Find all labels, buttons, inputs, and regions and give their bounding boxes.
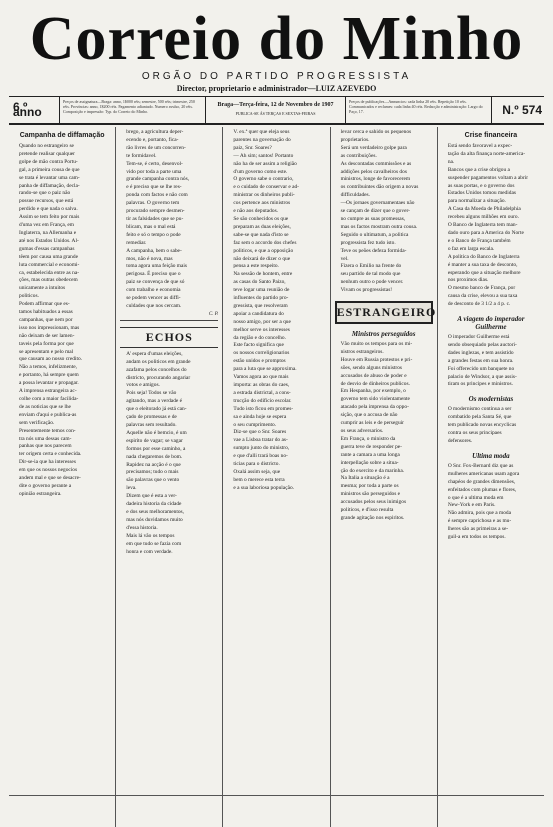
text-line: e a sua laboriosa população.: [233, 484, 295, 491]
text-line: Teve os peões defeza formida-: [340, 247, 407, 254]
text-line: estão unidos e promptos: [233, 358, 286, 365]
text-line: mas os factos mostram outra cousa.: [340, 223, 418, 230]
text-line: Inglaterra, na Allemanha e: [19, 229, 77, 236]
article-body-campaign: [13, 143, 111, 499]
text-line: bem o merece esta terra: [233, 476, 285, 483]
text-line: azafama pelos concelhos do: [126, 366, 187, 373]
text-line: difficuldades.: [340, 192, 370, 199]
text-line: cumprir as leis e de perseguir: [340, 420, 404, 427]
text-line: politicos, e d'isso resulta: [340, 507, 394, 514]
text-line: districto, procurando angariar: [126, 374, 191, 381]
text-line: Na sessão de hontem, entre: [233, 271, 293, 278]
text-line: A Casa da Moeda de Philadelphia: [447, 206, 521, 213]
text-line: andam os politicos em grande: [126, 358, 191, 365]
text-line: melhor serve os interesses: [233, 326, 290, 333]
text-line: A politica do Banco de Inglaterra: [447, 253, 520, 260]
text-line: A' espera d'umas eleições,: [126, 350, 183, 357]
text-line: cos pertence aos ministros: [233, 200, 291, 207]
fashion-body: [442, 463, 540, 542]
section-heading-echos: ECHOS: [120, 327, 218, 348]
text-line: paiz, Snr. Soares?: [233, 144, 272, 151]
text-line: os seus adversarios.: [340, 428, 384, 434]
dateline-box: [205, 97, 345, 123]
text-line: Fizera o Emilio na frente do: [340, 263, 402, 270]
text-line: rando-se que o paiz não: [19, 190, 71, 197]
text-line: vel.: [340, 255, 349, 262]
text-line: ministros, longe de favorecerem: [340, 176, 411, 183]
text-line: politicos, e que a opposição: [233, 247, 294, 254]
text-line: rante a camara a uma longa: [340, 451, 400, 458]
text-line: são palavras que o vento: [126, 477, 180, 484]
text-line: não deixam de ser lamen-: [19, 332, 75, 339]
text-line: que o eleitorado já está can-: [126, 406, 187, 413]
masthead-director: Director, proprietario e administrador—LUIZ AZEVEDO: [176, 84, 377, 93]
publishing-days: PUBLICA-SE ÁS TERÇAS E SEXTAS-FEIRAS: [235, 111, 316, 116]
text-line: Bancos que a crise obrigou a: [447, 166, 510, 173]
text-line: Será um verdadeiro golpe para: [340, 144, 407, 151]
text-line: ticias para o districto.: [233, 461, 280, 468]
text-line: é sempre caprichosa e as mu-: [447, 518, 512, 525]
text-line: influentes do partido pro-: [233, 295, 289, 302]
text-line: Diz-se que o Snr. Soares: [233, 429, 287, 436]
text-line: ministros são perseguidos e: [340, 491, 401, 498]
text-line: para normalizar a situação.: [447, 198, 506, 205]
text-line: formos por esse caminho, a: [126, 445, 186, 452]
text-line: gumas d'essas campanhas: [19, 245, 75, 252]
text-line: Vivam os progressistas!: [340, 287, 393, 294]
column-5: [438, 127, 544, 827]
text-line: V. ex.ª quer que eleja seus: [233, 129, 290, 135]
echos-body: [120, 351, 218, 557]
text-line: teve logar uma reunião de: [233, 287, 290, 294]
text-line: defensores.: [447, 438, 473, 444]
text-line: Aquelle não é bemcio, é um: [126, 429, 187, 436]
text-line: nada chegaremos de bom.: [126, 453, 183, 460]
text-line: faz sem o accordo dos chefes: [233, 239, 297, 246]
text-line: tem publicado novas encyclicas: [447, 422, 517, 429]
text-line: Dizem que é esta a ver-: [126, 493, 177, 500]
text-line: Dir-se-ia que ha interesses: [19, 459, 76, 466]
text-line: os contribuintes dão origem a novas: [340, 184, 419, 191]
info-bar: [9, 96, 544, 125]
text-line: o seu cumprimento.: [233, 421, 277, 428]
text-line: culdades que nos cercam.: [126, 302, 182, 309]
text-line: politicos.: [19, 293, 39, 300]
text-line: O Snr. Fox-Bernard diz que as: [447, 462, 514, 469]
text-line: Seguido o ultimatum, a politica: [340, 231, 409, 238]
text-line: atacado pela imprensa da oppo-: [340, 404, 409, 411]
text-line: panhas que nos parecem: [19, 443, 72, 450]
text-line: tiram os principes e ministros.: [447, 381, 513, 388]
text-line: tação da alta finança norte-america-: [447, 150, 526, 157]
text-line: sendo obsequiado pelas auctori-: [447, 341, 517, 348]
column-2: [116, 127, 223, 827]
text-line: panha de diffamação, decla-: [19, 182, 80, 189]
text-line: leva.: [126, 485, 137, 492]
text-line: ponda com factos e não com: [126, 192, 188, 199]
text-line: rão livres de um concorren-: [126, 144, 186, 151]
masthead-title: Correio do Minho: [29, 5, 524, 73]
text-line: enfeitados com plumas e flores,: [447, 486, 517, 493]
contributions-body: [335, 129, 433, 295]
text-line: pensa a este respeito.: [233, 263, 279, 270]
advertising-info: Preços de publicações—Annuncios: cada linha 20 réis. Repetição 10 réis. Communicados e reclames: cada linha 40 réis. Redacção e administração: Largo do Paço, 17.: [345, 97, 491, 123]
text-line: a estrada districtal, a cons-: [233, 389, 291, 396]
text-line: accusados de abuso de poder e: [340, 372, 407, 379]
text-line: accusados pelos seus inimigos: [340, 499, 407, 506]
text-line: Estados Unidos tomou medidas: [447, 190, 516, 197]
text-line: progressista fez tudo isto.: [340, 239, 396, 246]
text-line: espirito de vagar; se vagar: [126, 437, 183, 444]
text-line: dado ouro para a America do Norte: [447, 229, 524, 236]
article-heading-crisis: Crise financeira: [464, 132, 518, 139]
text-line: de desvio de dinheiros publicos.: [340, 380, 410, 387]
text-line: Na Italia a situação é a: [340, 475, 390, 482]
crisis-body: [442, 143, 540, 309]
column-4: [331, 127, 438, 827]
text-line: sabe-se que nada d'isto se: [233, 231, 289, 238]
text-line: os nossos correligionarios: [233, 350, 290, 357]
text-line: precisamos; tudo o mais: [126, 469, 179, 476]
text-line: interpellação sobre a situa-: [340, 459, 399, 466]
text-line: mesma; por toda a parte os: [340, 483, 399, 490]
text-line: seu partido de tal modo que: [340, 271, 401, 278]
text-line: A imprensa estrangeira ac-: [19, 388, 77, 395]
text-line: não deixará de dizer o que: [233, 255, 291, 262]
text-line: procurado sempre desmen-: [126, 208, 185, 215]
text-line: dadeira historia da cidade: [126, 501, 182, 508]
text-line: e portanto, há sempre quem: [19, 372, 79, 379]
text-line: e que d'alli trará boas no-: [233, 453, 288, 460]
text-line: grande agitação nos espiritos.: [340, 514, 405, 521]
text-line: nenhum outro o pode vencer.: [340, 279, 404, 286]
text-line: O modernismo continua a ser: [447, 406, 512, 413]
text-line: campanhas, que nem por: [19, 316, 73, 323]
text-line: d'essa historia.: [126, 524, 158, 531]
text-line: da região e do concelho.: [233, 334, 286, 341]
column-3: [223, 127, 330, 827]
text-line: Oxalá assim seja, que: [233, 468, 281, 475]
divider: [120, 320, 218, 321]
text-line: tra nós uma dessas cam-: [19, 435, 72, 442]
text-line: se podem vencer as diffi-: [126, 295, 181, 302]
text-line: feito e só o tempo o pode: [126, 231, 181, 238]
text-line: chapéos de grandes dimensões,: [447, 478, 516, 485]
text-line: as contribuições.: [340, 152, 377, 159]
text-line: Em França, o ministro da: [340, 435, 396, 442]
text-line: se trata é levantar uma cam-: [19, 174, 80, 181]
text-line: e dos seus melhoramentos,: [126, 508, 184, 515]
text-line: O Banco de Inglaterra tem man-: [447, 222, 518, 229]
text-line: o faz em larga escala.: [447, 245, 495, 252]
text-line: dite o governo perante a: [19, 482, 72, 489]
text-line: Presentemente temos con-: [19, 427, 76, 434]
text-line: nosso amigo, por ser a que: [233, 318, 291, 325]
text-line: para a luta que se approxima.: [233, 366, 297, 373]
text-line: Vamos agora ao que mais: [233, 374, 289, 381]
text-line: palacio de Windsor, a que assis-: [447, 373, 517, 380]
text-line: opinião estrangeira.: [19, 490, 62, 497]
article-heading-fashion: Ultima moda: [472, 451, 510, 460]
text-line: em que os nossos negocios: [19, 467, 78, 474]
text-line: as casas do Santo Paizo,: [233, 279, 286, 286]
text-line: possue recursos, que está: [19, 198, 74, 205]
text-line: parentes na governação do: [233, 136, 291, 143]
text-line: remediar.: [126, 239, 147, 246]
text-line: te formidavel.: [126, 152, 157, 159]
text-line: Podem affirmar que es-: [19, 301, 70, 308]
text-line: Rapidez na acção é o que: [126, 461, 181, 468]
text-line: de as noticias que se lhe: [19, 403, 71, 410]
text-line: mulheres americanas usam agora: [447, 470, 520, 477]
text-line: esperando que a situação melhore: [447, 269, 521, 276]
text-line: dades inglezas, e tem assistido: [447, 349, 514, 356]
text-line: Tudo isto ficou em promes-: [233, 405, 294, 412]
text-line: isso nos impressionam, mas: [19, 324, 80, 331]
text-line: não ha de ser assim a religião: [233, 160, 297, 167]
text-line: Não admira, pois que a moda: [447, 510, 511, 517]
text-line: agitando, mas a verdade é: [126, 398, 183, 405]
ministers-body: [335, 341, 433, 523]
text-line: e é preciso que se lhe res-: [126, 184, 182, 191]
text-line: honra e com verdade.: [126, 548, 173, 555]
text-line: ecendo e, portanto, fica-: [126, 136, 179, 143]
text-line: sões, sendo alguns ministros: [340, 364, 403, 371]
text-line: sição, que o accusa de não: [340, 412, 398, 419]
text-line: ção do exercito e da marinha.: [340, 467, 405, 474]
text-line: proprietarios.: [340, 136, 370, 143]
text-line: palavras. O governo tem: [126, 200, 180, 207]
text-line: apoiar a candidatura do: [233, 310, 284, 317]
text-line: çado de promessas e de: [126, 414, 177, 421]
text-line: andem mal e que se desacre-: [19, 475, 81, 482]
text-line: de desconto de 3 1/2 a 4 p. c.: [447, 301, 511, 308]
text-line: Mais lá vão os tempos: [126, 532, 175, 539]
text-line: votos e amigos.: [126, 382, 160, 389]
text-line: — Ah sim; santos! Portanto: [233, 152, 294, 159]
text-line: d'um governo como este.: [233, 168, 288, 175]
masthead-subtitle: ORGÃO DO PARTIDO PROGRESSISTA: [141, 71, 412, 82]
subscription-info: Preços de assignatura—Braga: anno, 1$000 réis; semestre, 500 réis; trimestre, 250 réis. Províncias: anno, 1$200 réis. Pagamento adiantado. Numero avulso, 20 réis. Composição e impressão: Typ. do Correio do Minho.: [59, 97, 205, 123]
text-line: toma agora uma feição mais: [126, 263, 187, 270]
text-line: gal, a primeira cousa de que: [19, 166, 80, 173]
text-line: a grandes festas em sua honra.: [447, 357, 514, 364]
text-line: pretende realisar qualquer: [19, 150, 75, 157]
text-line: lheres são as primeiras a se-: [447, 526, 509, 533]
text-line: golpe de mão contra Portu-: [19, 158, 78, 165]
text-line: Se são conhecidos os que: [233, 215, 289, 222]
text-line: sem verificação.: [19, 419, 55, 426]
bottom-rule: [9, 795, 544, 796]
text-line: se cançam de dizer que o gover-: [340, 208, 410, 215]
text-line: Este facto significa que: [233, 342, 284, 349]
text-line: enviam d'aqui e publica-as: [19, 411, 77, 418]
text-line: têem por causa uma grande: [19, 253, 78, 260]
text-line: ministrar os dinheiros publi-: [233, 192, 295, 199]
text-line: Em Hespanha, por exemplo, o: [340, 388, 406, 395]
text-line: sumpto junto do ministro,: [233, 445, 290, 452]
text-line: levar cerca e sahido os pequenos: [340, 129, 412, 135]
text-line: tir as falsidades que se pu-: [126, 215, 184, 222]
text-line: New-York e em Paris.: [447, 502, 496, 509]
text-line: Pois seja! Todos se vão: [126, 390, 177, 397]
text-line: Foi offerecido um banquete no: [447, 365, 515, 372]
text-line: no cumpre as suas promessas,: [340, 215, 406, 222]
text-line: grande campanha contra nós,: [126, 176, 190, 183]
political-body: [227, 129, 325, 493]
text-line: As descontadas commissões e as: [340, 160, 412, 167]
text-line: suspender pagamentos voltam a abrir: [447, 174, 529, 181]
text-line: é manter a sua taxa de desconto,: [447, 261, 518, 268]
article-heading-campaign: Campanha de diffamação: [19, 132, 105, 139]
text-line: ções, mas outras obedecem: [19, 277, 78, 284]
text-line: preparam as duas eleições,: [233, 223, 291, 230]
text-line: O imperador Guilherme está: [447, 334, 510, 341]
text-line: luta commercial e economi-: [19, 261, 80, 268]
section-heading-estrangeiro: ESTRANGEIRO: [335, 301, 433, 324]
text-line: paiz se convença de que só: [126, 279, 185, 286]
text-line: perigosa. É preciso que o: [126, 271, 181, 278]
text-line: na.: [447, 158, 455, 165]
text-line: Não a temos, infelizmente,: [19, 364, 77, 371]
text-line: colhe com a maior facilida-: [19, 396, 79, 402]
text-line: A campanha, bem o sabe-: [126, 247, 182, 254]
article-heading-modernists: Os modernistas: [468, 395, 514, 404]
text-line: as suas portas, e o governo dos: [447, 182, 515, 189]
text-line: o que é a ultima moda em: [447, 494, 504, 501]
article-heading-ministers: Ministros perseguidos: [351, 330, 416, 339]
text-line: trucção do edificio escolar.: [233, 397, 292, 404]
text-line: Quando no estrangeiro se: [19, 143, 74, 149]
text-line: O governo sabe o contrario,: [233, 176, 294, 183]
text-line: Vão muito os tempos para os mi-: [340, 341, 413, 348]
text-line: guerra teve de responder pe-: [340, 443, 402, 450]
text-line: a possa levantar e propagar.: [19, 380, 79, 387]
text-line: tamos habituados a essas: [19, 309, 73, 316]
text-line: que causam ao nosso credito.: [19, 356, 83, 363]
article-columns: [9, 127, 544, 827]
text-line: O mesmo banco de França, por: [447, 285, 516, 292]
article-signature: C. P.: [208, 311, 219, 317]
text-line: ca, estabelecida entre as na-: [19, 269, 80, 276]
text-line: em que tudo se fazia com: [126, 540, 182, 547]
text-line: combatido pela Santa Sé, que: [447, 414, 512, 421]
text-line: taveis pela forma por que: [19, 340, 74, 347]
text-line: Tem-se, é certo, desenvol-: [126, 160, 183, 167]
text-line: até nos Estados Unidos. Al-: [19, 237, 79, 244]
text-line: com trabalho e economia: [126, 287, 181, 294]
text-line: nos proximos dias.: [447, 277, 489, 284]
text-line: addições pelos cavalheiros dos: [340, 168, 407, 175]
dateline: Braga—Terça-feira, 12 de Novembro de 1907: [217, 102, 334, 108]
text-line: importa: as obras do caes,: [233, 382, 290, 388]
issue-number: N.º 574: [491, 97, 544, 123]
column-1: [9, 127, 116, 827]
text-line: nistros estrangeiros.: [340, 348, 384, 355]
text-line: perdido e que nada o salva.: [19, 206, 78, 213]
text-line: Assim se tem feito por mais: [19, 214, 80, 221]
text-line: Houve em Russia protestos e pri-: [340, 356, 413, 363]
text-line: guil-a em todos os tempos.: [447, 534, 506, 541]
article-heading-emperor: A viagem do imperador Guilherme: [457, 315, 525, 332]
text-line: unicamente a intuitos: [19, 285, 66, 292]
modernists-body: [442, 406, 540, 446]
article-body-continued: [120, 129, 218, 311]
text-line: mos, não é nova, mas: [126, 255, 173, 262]
text-line: palavras sem resultado.: [126, 422, 177, 428]
text-line: se apresentam e pelo mal: [19, 348, 74, 355]
text-line: blicam, mas o mal está: [126, 223, 176, 230]
year-label: 6.º anno: [13, 100, 42, 119]
text-line: e não aos deputados.: [233, 208, 279, 215]
text-line: sa e ainda hoje se espera: [233, 413, 287, 420]
text-line: causa da crise, elevou a sua taxa: [447, 293, 518, 300]
text-line: ter origem certa e conhecida.: [19, 451, 82, 458]
text-line: vido por toda a parte uma: [126, 168, 182, 175]
text-line: —Os jornaes governamentaes não: [340, 200, 415, 207]
text-line: e o Banco de França também: [447, 237, 511, 244]
text-line: Está sendo favoravel a expec-: [447, 143, 513, 149]
text-line: e o cuidado de conservar e ad-: [233, 184, 299, 191]
text-line: d'uma vez em França, em: [19, 222, 75, 229]
emperor-body: [442, 334, 540, 389]
text-line: mas nós duvidamos muito: [126, 516, 183, 523]
text-line: governo tem sido violentamente: [340, 396, 410, 403]
text-line: recebeu alguns milhões em ouro.: [447, 214, 519, 221]
text-line: vae a Lisboa tratar do as-: [233, 437, 288, 444]
text-line: brego, a agricultura deper-: [126, 129, 184, 135]
text-line: contra os seus principaes: [447, 430, 502, 437]
text-line: gressista, que resolveram: [233, 302, 288, 309]
